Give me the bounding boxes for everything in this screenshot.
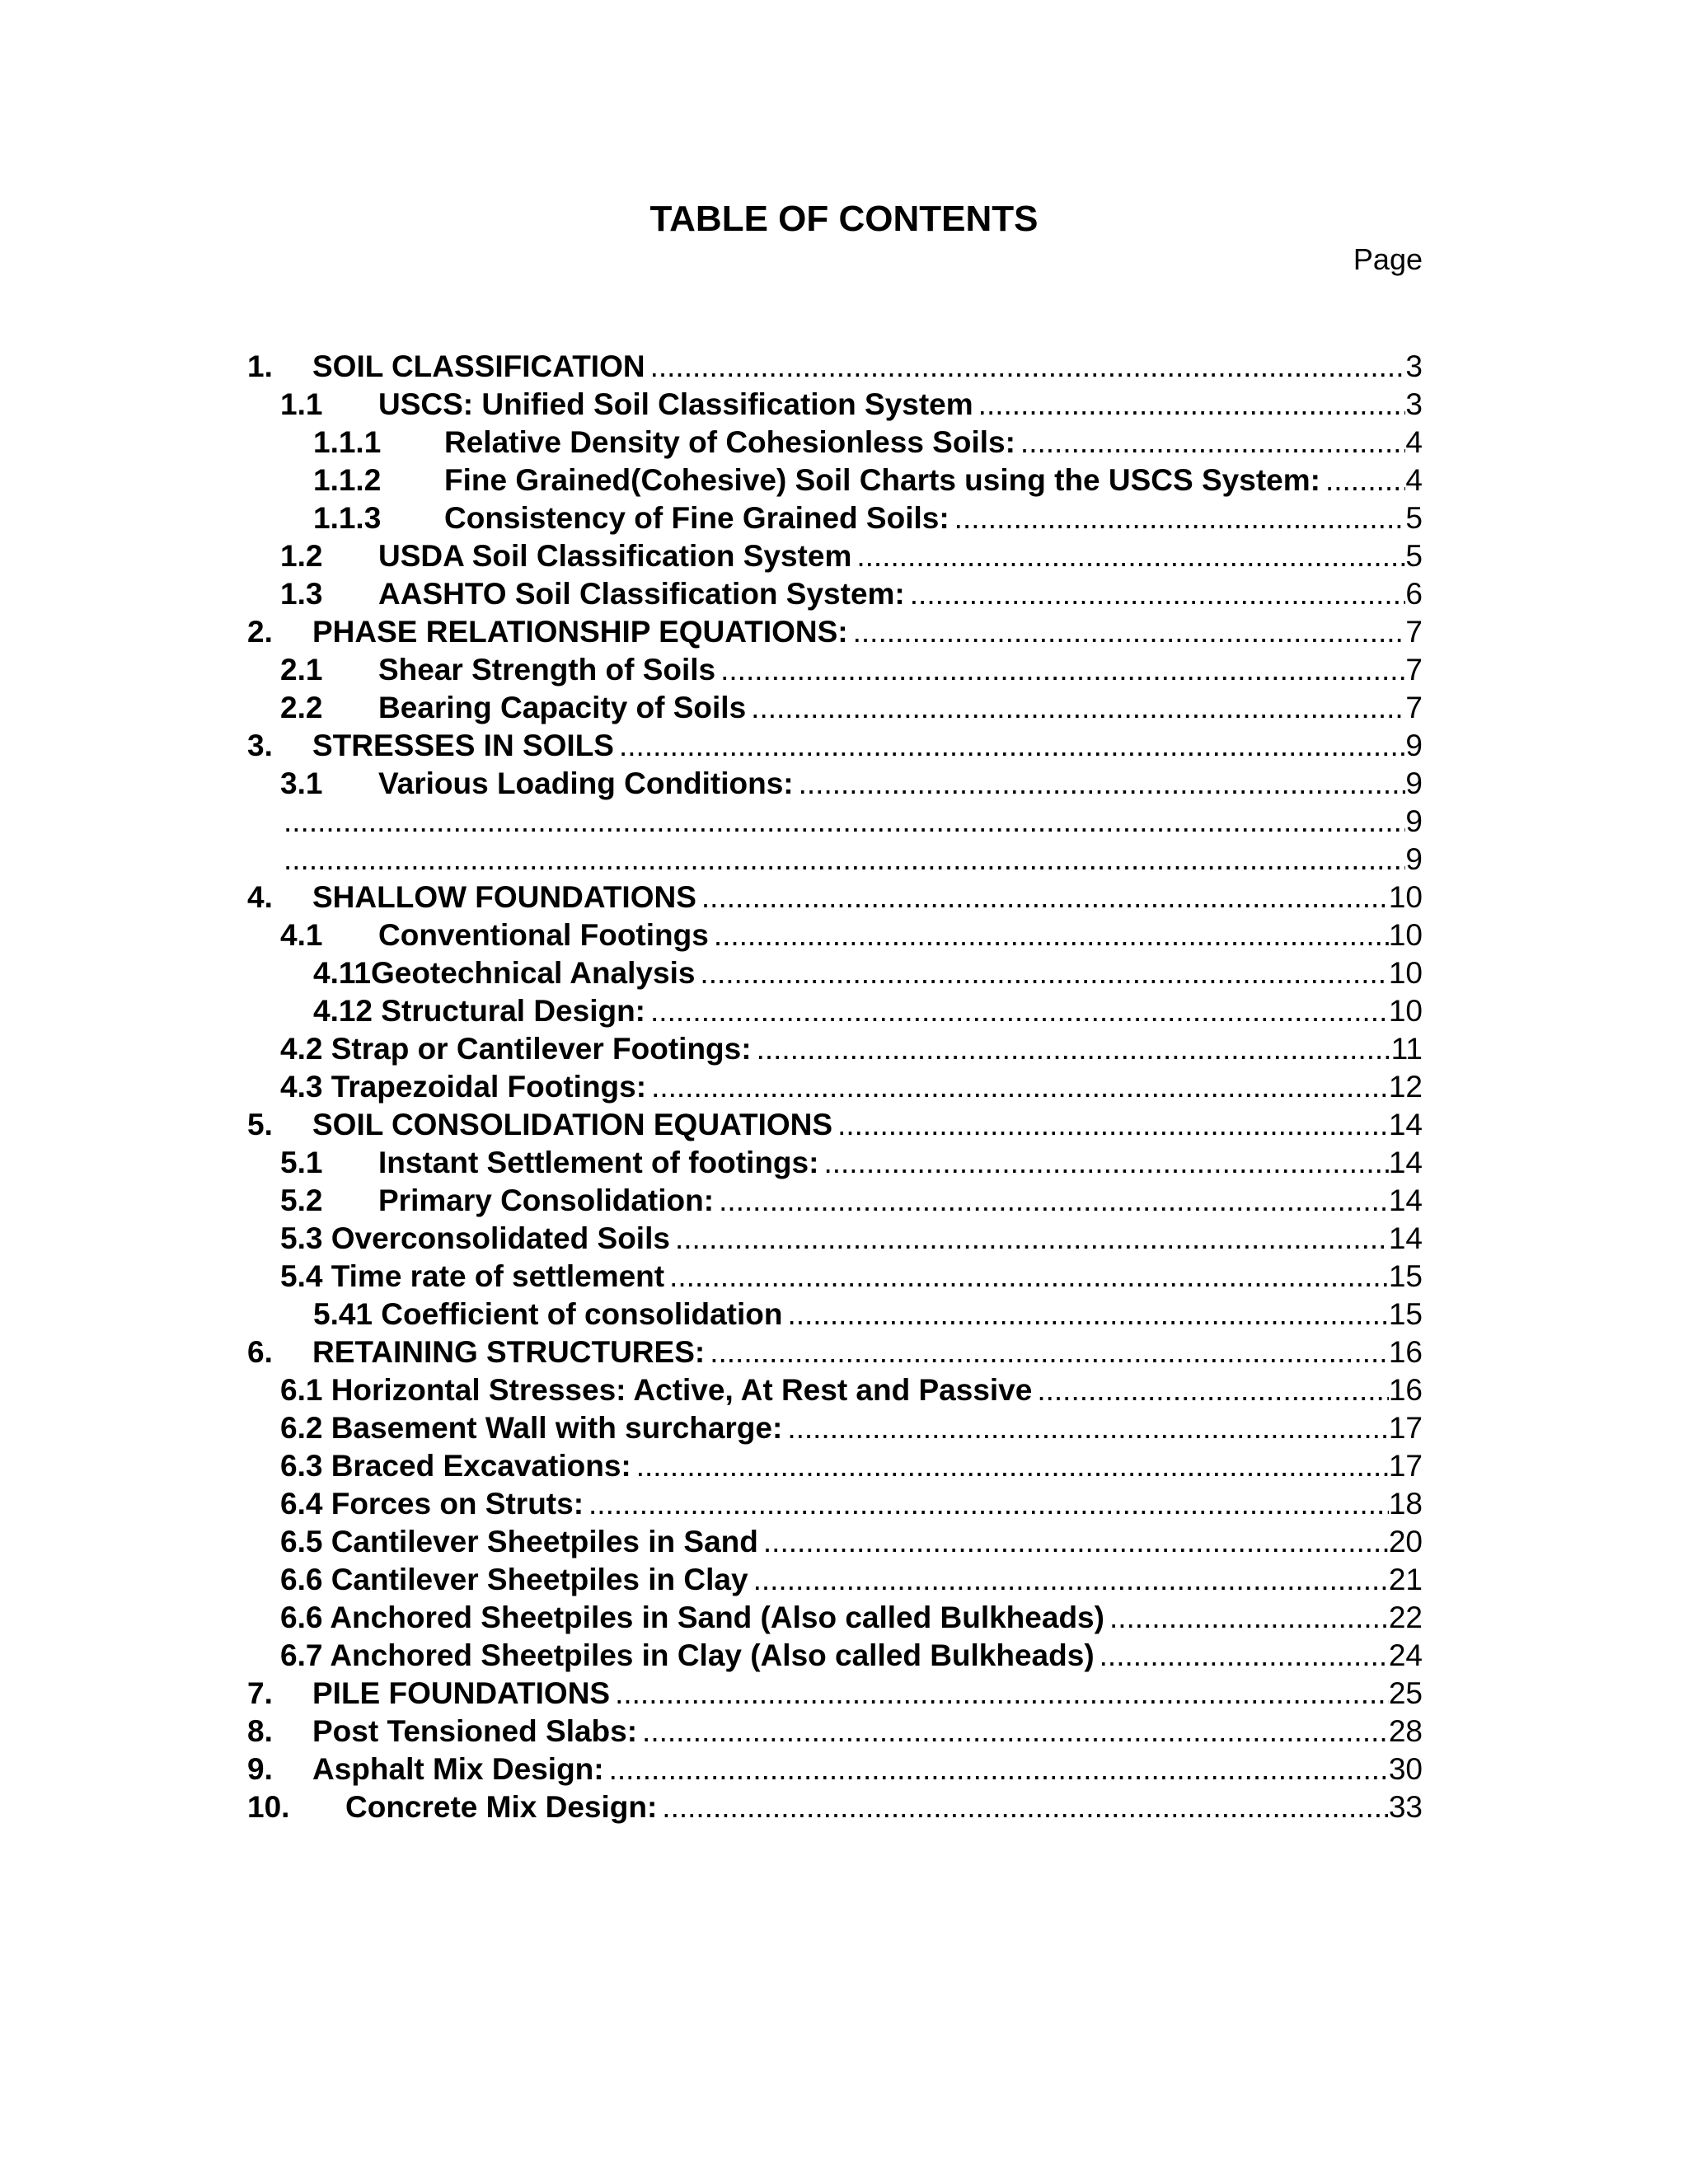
toc-entry[interactable] bbox=[247, 916, 1423, 954]
toc-entry[interactable] bbox=[247, 1409, 1423, 1447]
toc-entry-title: PILE FOUNDATIONS bbox=[312, 1676, 611, 1710]
toc-entry-number: 1.1.1 bbox=[313, 425, 382, 459]
toc-dot-leader bbox=[1020, 424, 1406, 462]
toc-entry-page-number: 15 bbox=[1388, 1297, 1423, 1331]
toc-entry[interactable] bbox=[247, 803, 1423, 841]
toc-entry-page-number: 12 bbox=[1388, 1070, 1423, 1104]
toc-entry-title: 6.4 Forces on Struts: bbox=[280, 1487, 584, 1521]
toc-dot-leader bbox=[701, 879, 1389, 916]
toc-entry-title: Conventional Footings bbox=[378, 918, 709, 952]
toc-entry-title: 6.6 Cantilever Sheetpiles in Clay bbox=[280, 1563, 748, 1596]
toc-entry-page-number: 10 bbox=[1388, 956, 1423, 990]
toc-dot-leader bbox=[1100, 1637, 1389, 1675]
toc-entry[interactable] bbox=[247, 499, 1423, 537]
toc-entry[interactable] bbox=[247, 1485, 1423, 1523]
toc-dot-leader bbox=[719, 1182, 1389, 1220]
toc-dot-leader bbox=[615, 1675, 1389, 1713]
toc-entry-page-number: 5 bbox=[1405, 501, 1423, 535]
toc-entry-page-number: 9 bbox=[1405, 729, 1423, 762]
toc-entry-number: 1.1.3 bbox=[313, 501, 382, 535]
toc-entry-page-number: 5 bbox=[1405, 539, 1423, 573]
toc-entry[interactable] bbox=[247, 651, 1423, 689]
toc-entry-title: Consistency of Fine Grained Soils: bbox=[444, 501, 950, 535]
toc-dot-leader bbox=[787, 1296, 1388, 1333]
toc-entry-page-number: 4 bbox=[1405, 463, 1423, 497]
toc-dot-leader bbox=[714, 916, 1389, 954]
toc-entry[interactable] bbox=[247, 841, 1423, 879]
toc-entry-page-number: 20 bbox=[1388, 1525, 1423, 1558]
toc-entry-page-number: 9 bbox=[1405, 842, 1423, 876]
toc-entry-number: 7. bbox=[247, 1676, 273, 1710]
toc-entry[interactable] bbox=[247, 462, 1423, 499]
toc-entry-title: 5.4 Time rate of settlement bbox=[280, 1259, 665, 1293]
toc-entry-page-number: 10 bbox=[1388, 994, 1423, 1028]
toc-entry-title: RETAINING STRUCTURES: bbox=[312, 1335, 706, 1369]
toc-dot-leader bbox=[284, 803, 1405, 841]
toc-entry-number: 3.1 bbox=[280, 766, 323, 800]
toc-entry-title: Fine Grained(Cohesive) Soil Charts using the USCS System: bbox=[444, 463, 1320, 497]
toc-dot-leader bbox=[799, 765, 1406, 803]
toc-entry-title: SOIL CONSOLIDATION EQUATIONS bbox=[312, 1108, 833, 1141]
toc-entry[interactable] bbox=[247, 954, 1423, 992]
toc-entry[interactable] bbox=[247, 727, 1423, 765]
toc-entry-page-number: 18 bbox=[1388, 1487, 1423, 1521]
toc-entry[interactable] bbox=[247, 1182, 1423, 1220]
toc-entry[interactable] bbox=[247, 348, 1423, 386]
toc-entry-title: 4.12 Structural Design: bbox=[313, 994, 646, 1028]
toc-dot-leader bbox=[636, 1447, 1389, 1485]
toc-entry-page-number: 16 bbox=[1388, 1373, 1423, 1407]
toc-entry-number: 10. bbox=[247, 1790, 290, 1824]
toc-entry-number: 6. bbox=[247, 1335, 273, 1369]
toc-entry-page-number: 24 bbox=[1388, 1638, 1423, 1672]
toc-entry-title: SOIL CLASSIFICATION bbox=[312, 349, 645, 383]
toc-entry-title: SHALLOW FOUNDATIONS bbox=[312, 880, 696, 914]
toc-entry-title: 6.6 Anchored Sheetpiles in Sand (Also called Bulkheads) bbox=[280, 1601, 1104, 1634]
toc-entry-page-number: 9 bbox=[1405, 766, 1423, 800]
toc-entry[interactable] bbox=[247, 1750, 1423, 1788]
toc-entry-page-number: 10 bbox=[1388, 918, 1423, 952]
toc-entry-title: Instant Settlement of footings: bbox=[378, 1146, 819, 1179]
toc-entry-page-number: 9 bbox=[1405, 804, 1423, 838]
toc-entry-title: Primary Consolidation: bbox=[378, 1183, 715, 1217]
toc-entry-number: 2.1 bbox=[280, 653, 323, 687]
toc-entry-title: Concrete Mix Design: bbox=[345, 1790, 658, 1824]
toc-entry[interactable] bbox=[247, 1333, 1423, 1371]
toc-entry[interactable] bbox=[247, 689, 1423, 727]
toc-dot-leader bbox=[710, 1333, 1389, 1371]
toc-entry[interactable] bbox=[247, 1637, 1423, 1675]
toc-entry-title: 4.2 Strap or Cantilever Footings: bbox=[280, 1032, 752, 1066]
toc-entry-number: 2. bbox=[247, 615, 273, 649]
toc-dot-leader bbox=[662, 1788, 1389, 1826]
toc-entry-number: 1.2 bbox=[280, 539, 323, 573]
toc-entry[interactable] bbox=[247, 1296, 1423, 1333]
toc-entry[interactable] bbox=[247, 1258, 1423, 1296]
toc-dot-leader bbox=[650, 348, 1406, 386]
toc-entry[interactable] bbox=[247, 1523, 1423, 1561]
toc-dot-leader bbox=[823, 1144, 1388, 1182]
toc-dot-leader bbox=[1109, 1599, 1389, 1637]
toc-entry-title: 5.41 Coefficient of consolidation bbox=[313, 1297, 783, 1331]
toc-entry-number: 5.1 bbox=[280, 1146, 323, 1179]
toc-entry-title: 4.11Geotechnical Analysis bbox=[313, 956, 696, 990]
toc-entry-title: Bearing Capacity of Soils bbox=[378, 691, 747, 724]
toc-dot-leader bbox=[753, 1561, 1389, 1599]
toc-entry-number: 1. bbox=[247, 349, 273, 383]
toc-dot-leader bbox=[700, 954, 1388, 992]
toc-entry-title: STRESSES IN SOILS bbox=[312, 729, 614, 762]
toc-entry[interactable] bbox=[247, 1675, 1423, 1713]
toc-entry-title: 6.5 Cantilever Sheetpiles in Sand bbox=[280, 1525, 758, 1558]
toc-entry-page-number: 14 bbox=[1388, 1146, 1423, 1179]
toc-entry[interactable] bbox=[247, 613, 1423, 651]
toc-entry-title: USCS: Unified Soil Classification System bbox=[378, 387, 973, 421]
toc-dot-leader bbox=[757, 1030, 1391, 1068]
toc-dot-leader bbox=[720, 651, 1405, 689]
toc-dot-leader bbox=[675, 1220, 1389, 1258]
toc-dot-leader bbox=[763, 1523, 1389, 1561]
page-column-label: Page bbox=[1353, 242, 1423, 276]
toc-entry-page-number: 33 bbox=[1388, 1790, 1423, 1824]
toc-entry-title: AASHTO Soil Classification System: bbox=[378, 577, 905, 611]
toc-entry-page-number: 14 bbox=[1388, 1108, 1423, 1141]
toc-entry-number: 3. bbox=[247, 729, 273, 762]
toc-entry[interactable] bbox=[247, 1220, 1423, 1258]
toc-entry[interactable] bbox=[247, 1068, 1423, 1106]
toc-entry-page-number: 10 bbox=[1388, 880, 1423, 914]
toc-entry-number: 1.1 bbox=[280, 387, 323, 421]
toc-entry[interactable] bbox=[247, 1106, 1423, 1144]
toc-entry-page-number: 11 bbox=[1390, 1032, 1423, 1066]
toc-dot-leader bbox=[650, 992, 1389, 1030]
toc-entry-page-number: 7 bbox=[1405, 653, 1423, 687]
toc-entry-page-number: 4 bbox=[1405, 425, 1423, 459]
toc-dot-leader bbox=[837, 1106, 1389, 1144]
toc-entry-title: Relative Density of Cohesionless Soils: bbox=[444, 425, 1015, 459]
toc-entry-title: Shear Strength of Soils bbox=[378, 653, 716, 687]
toc-entry-title: Post Tensioned Slabs: bbox=[312, 1714, 638, 1748]
toc-dot-leader bbox=[978, 386, 1406, 424]
toc-dot-leader bbox=[751, 689, 1405, 727]
toc-entry-number: 2.2 bbox=[280, 691, 323, 724]
toc-dot-leader bbox=[651, 1068, 1389, 1106]
toc-entry[interactable] bbox=[247, 1447, 1423, 1485]
toc-entry[interactable] bbox=[247, 1144, 1423, 1182]
toc-dot-leader bbox=[1325, 462, 1405, 499]
toc-entry-title: 6.3 Braced Excavations: bbox=[280, 1449, 631, 1483]
toc-entry[interactable] bbox=[247, 879, 1423, 916]
toc-entry-number: 4.1 bbox=[280, 918, 323, 952]
toc-entry-page-number: 3 bbox=[1405, 349, 1423, 383]
table-of-contents bbox=[247, 348, 1423, 1826]
toc-entry[interactable] bbox=[247, 992, 1423, 1030]
toc-entry-number: 8. bbox=[247, 1714, 273, 1748]
toc-entry[interactable] bbox=[247, 1713, 1423, 1750]
toc-entry[interactable] bbox=[247, 424, 1423, 462]
toc-entry-number: 9. bbox=[247, 1752, 273, 1786]
toc-entry-title: Various Loading Conditions: bbox=[378, 766, 794, 800]
toc-entry-page-number: 17 bbox=[1388, 1411, 1423, 1445]
toc-entry-number: 1.3 bbox=[280, 577, 323, 611]
toc-entry-page-number: 21 bbox=[1388, 1563, 1423, 1596]
toc-dot-leader bbox=[619, 727, 1405, 765]
toc-entry-number: 1.1.2 bbox=[313, 463, 382, 497]
page-title: TABLE OF CONTENTS bbox=[649, 199, 1039, 239]
toc-entry[interactable] bbox=[247, 386, 1423, 424]
toc-dot-leader bbox=[609, 1750, 1389, 1788]
toc-dot-leader bbox=[284, 841, 1405, 879]
toc-entry-title: 6.1 Horizontal Stresses: Active, At Rest and Passive bbox=[280, 1373, 1033, 1407]
toc-dot-leader bbox=[954, 499, 1406, 537]
toc-entry-page-number: 25 bbox=[1388, 1676, 1423, 1710]
toc-dot-leader bbox=[910, 575, 1406, 613]
toc-entry[interactable] bbox=[247, 537, 1423, 575]
toc-entry[interactable] bbox=[247, 1788, 1423, 1826]
toc-entry[interactable] bbox=[247, 575, 1423, 613]
toc-entry-title: USDA Soil Classification System bbox=[378, 539, 852, 573]
toc-entry-title: 5.3 Overconsolidated Soils bbox=[280, 1221, 670, 1255]
toc-dot-leader bbox=[853, 613, 1406, 651]
toc-entry-page-number: 28 bbox=[1388, 1714, 1423, 1748]
toc-entry-page-number: 16 bbox=[1388, 1335, 1423, 1369]
toc-entry-page-number: 30 bbox=[1388, 1752, 1423, 1786]
toc-dot-leader bbox=[856, 537, 1405, 575]
toc-dot-leader bbox=[669, 1258, 1389, 1296]
toc-entry-number: 4. bbox=[247, 880, 273, 914]
toc-entry-number: 5. bbox=[247, 1108, 273, 1141]
toc-dot-leader bbox=[642, 1713, 1389, 1750]
toc-entry[interactable] bbox=[247, 1561, 1423, 1599]
toc-entry-page-number: 6 bbox=[1405, 577, 1423, 611]
toc-entry-number: 5.2 bbox=[280, 1183, 323, 1217]
toc-entry-title: PHASE RELATIONSHIP EQUATIONS: bbox=[312, 615, 848, 649]
toc-entry-page-number: 17 bbox=[1388, 1449, 1423, 1483]
toc-entry-page-number: 3 bbox=[1405, 387, 1423, 421]
toc-entry-title: Asphalt Mix Design: bbox=[312, 1752, 604, 1786]
toc-entry-page-number: 14 bbox=[1388, 1221, 1423, 1255]
toc-entry-page-number: 7 bbox=[1405, 691, 1423, 724]
toc-entry[interactable] bbox=[247, 1371, 1423, 1409]
toc-dot-leader bbox=[588, 1485, 1389, 1523]
toc-entry-title: 6.2 Basement Wall with surcharge: bbox=[280, 1411, 783, 1445]
toc-entry-page-number: 14 bbox=[1388, 1183, 1423, 1217]
toc-entry-page-number: 22 bbox=[1388, 1601, 1423, 1634]
toc-entry-page-number: 7 bbox=[1405, 615, 1423, 649]
toc-entry-title: 6.7 Anchored Sheetpiles in Clay (Also called Bulkheads) bbox=[280, 1638, 1095, 1672]
toc-entry-page-number: 15 bbox=[1388, 1259, 1423, 1293]
toc-entry[interactable] bbox=[247, 1030, 1423, 1068]
toc-dot-leader bbox=[1037, 1371, 1389, 1409]
toc-dot-leader bbox=[787, 1409, 1389, 1447]
toc-entry-title: 4.3 Trapezoidal Footings: bbox=[280, 1070, 647, 1104]
toc-entry[interactable] bbox=[247, 1599, 1423, 1637]
toc-entry[interactable] bbox=[247, 765, 1423, 803]
